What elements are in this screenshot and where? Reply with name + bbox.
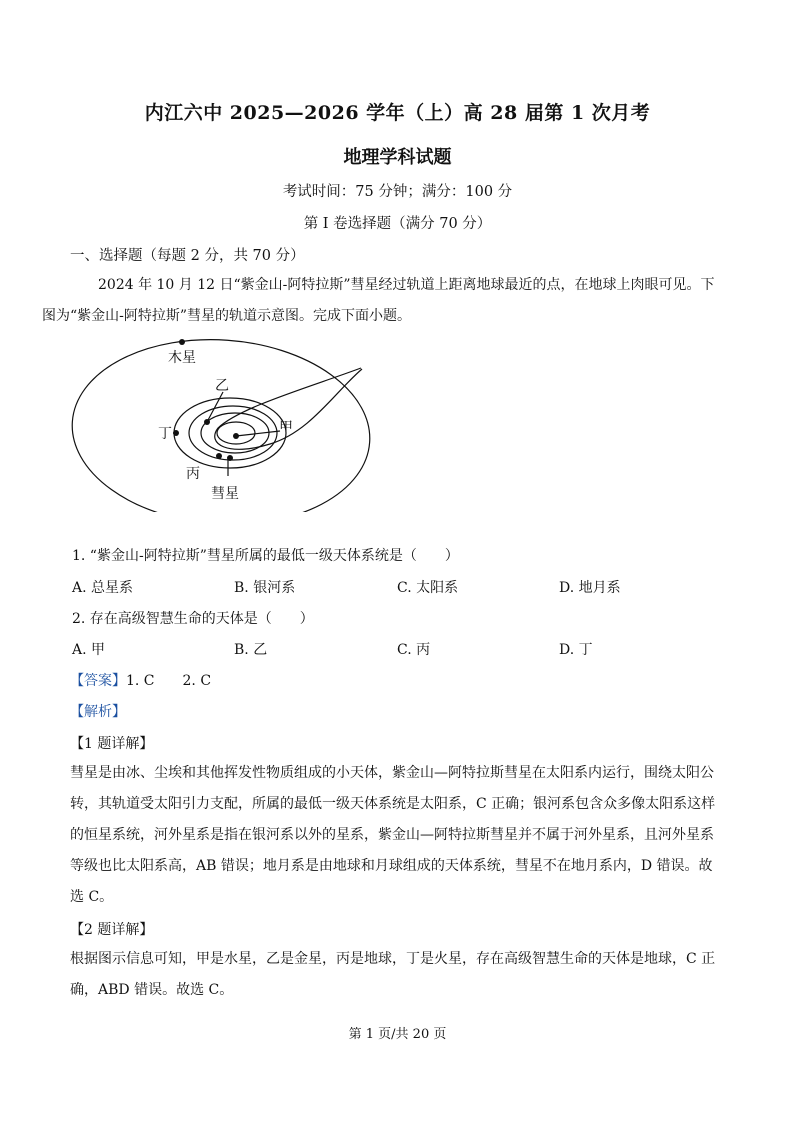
- yi-dot: [204, 419, 210, 425]
- exam-title: 内江六中 2025—2026 学年（上）高 28 届第 1 次月考: [144, 102, 651, 124]
- section-heading: 一、选择题（每题 2 分，共 70 分）: [70, 248, 305, 264]
- comet-orbit-diagram: [70, 332, 380, 512]
- jupiter-dot: [179, 339, 185, 345]
- q2-option-d[interactable]: D. 丁: [559, 642, 593, 658]
- subject-title: 地理学科试题: [343, 147, 452, 168]
- intro-line-1: 2024 年 10 月 12 日“紫金山-阿特拉斯”彗星经过轨道上距离地球最近的点，在地球上肉眼可见。下: [98, 277, 715, 293]
- q2-explanation-line: 确，ABD 错误。故选 C。: [70, 982, 234, 998]
- leader-jia: [236, 431, 280, 436]
- label-comet: 彗星: [211, 486, 239, 502]
- q1-option-c[interactable]: C. 太阳系: [397, 580, 459, 596]
- q1-explanation-line: 的恒星系统，河外星系是指在银河系以外的星系，紫金山—阿特拉斯彗星并不属于河外星系，且河外星系: [70, 827, 714, 843]
- bing-dot: [216, 453, 222, 459]
- q1-option-b[interactable]: B. 银河系: [234, 580, 296, 596]
- q2-option-a[interactable]: A. 甲: [72, 642, 106, 658]
- intro-line-2: 图为“紫金山-阿特拉斯”彗星的轨道示意图。完成下面小题。: [42, 308, 412, 324]
- q2-explanation: [70, 944, 722, 1006]
- q2-detail-tag: 【2 题详解】: [70, 922, 154, 938]
- intro-paragraph: [42, 270, 722, 332]
- q1-explanation-line: 转，其轨道受太阳引力支配，所属的最低一级天体系统是太阳系，C 正确；银河系包含众多像太阳系这样: [70, 796, 716, 812]
- label-yi: 乙: [215, 378, 229, 394]
- comet-dot: [227, 455, 233, 461]
- q1-detail-tag: 【1 题详解】: [70, 736, 154, 752]
- q2-option-c[interactable]: C. 丙: [397, 642, 431, 658]
- jia-dot: [233, 433, 239, 439]
- q1-option-d[interactable]: D. 地月系: [559, 580, 621, 596]
- analysis-tag: [70, 701, 126, 721]
- q1-explanation-line: 等级也比太阳系高，AB 错误；地月系是由地球和月球组成的天体系统，彗星不在地月系内，D 错误。故: [70, 858, 713, 874]
- question-1-stem: 1. “紫金山-阿特拉斯”彗星所属的最低一级天体系统是（ ）: [72, 548, 459, 564]
- q1-explanation-line: 彗星是由冰、尘埃和其他挥发性物质组成的小天体，紫金山—阿特拉斯彗星在太阳系内运行，围绕太阳公: [70, 765, 714, 781]
- q2-option-b[interactable]: B. 乙: [234, 642, 268, 658]
- answer-tag: 【答案】: [70, 673, 126, 689]
- label-bing: 丙: [186, 466, 200, 482]
- label-ding: 丁: [158, 426, 172, 442]
- q1-option-a[interactable]: A. 总星系: [72, 580, 134, 596]
- ding-dot: [173, 430, 179, 436]
- volume-title: 第 I 卷选择题（满分 70 分）: [303, 216, 492, 232]
- label-jia: 甲: [279, 420, 293, 436]
- q1-explanation-line: 选 C。: [70, 889, 114, 905]
- page-footer: 第 1 页/共 20 页: [348, 1027, 447, 1042]
- answer-line: [70, 670, 211, 690]
- question-2-stem: 2. 存在高级智慧生命的天体是（ ）: [72, 611, 314, 627]
- label-jupiter: 木星: [168, 350, 196, 366]
- exam-info: 考试时间：75 分钟；满分：100 分: [282, 184, 513, 200]
- analysis-label: 【解析】: [70, 704, 126, 720]
- jupiter-orbit: [70, 332, 376, 512]
- answer-text: 1. C 2. C: [126, 673, 212, 689]
- q2-explanation-line: 根据图示信息可知，甲是水星，乙是金星，丙是地球，丁是火星，存在高级智慧生命的天体是地球，C 正: [70, 951, 716, 967]
- q1-explanation: [70, 758, 722, 913]
